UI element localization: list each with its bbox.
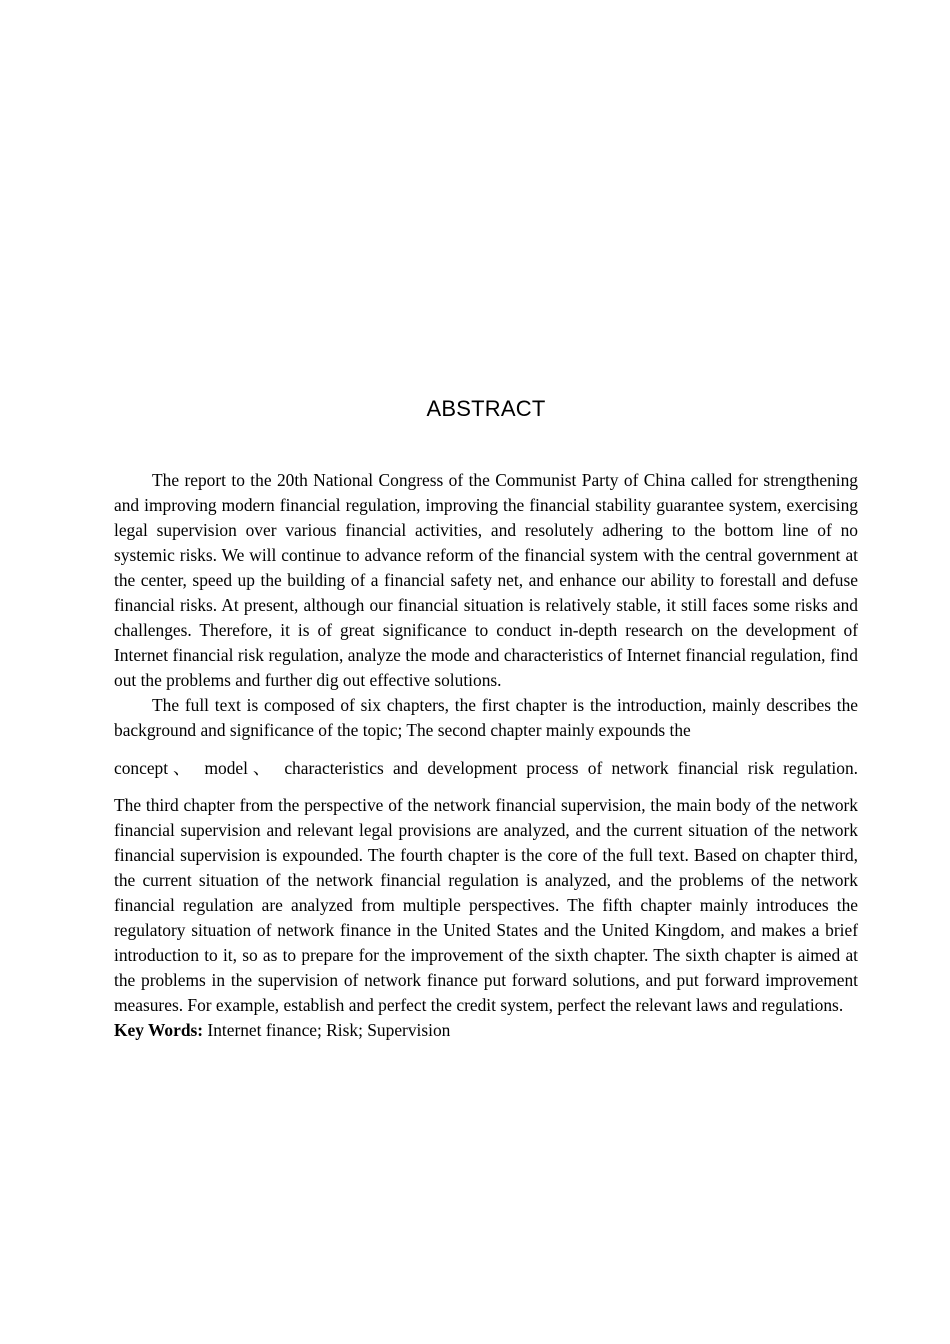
- keywords-line: [114, 1018, 858, 1043]
- abstract-body: [114, 468, 858, 1043]
- abstract-paragraph-2-body: The third chapter from the perspective of the network financial supervision, the main body of the network financial supervision and relevant legal provisions are analyzed, and the current situation of the network financial supervision is expounded. The fourth chapter is the core of the full text. Based on chapter third, the current situation of the network financial regulation is analyzed, and the problems of the network financial regulation are analyzed from multiple perspectives. The fifth chapter mainly introduces the regulatory situation of network finance in the United States and the United Kingdom, and makes a brief introduction to it, so as to prepare for the improvement of the sixth chapter. The sixth chapter is aimed at the problems in the supervision of network finance put forward solutions, and put forward improvement measures. For example, establish and perfect the credit system, perfect the relevant laws and regulations.: [114, 795, 858, 1015]
- keywords-value: Internet finance; Risk; Supervision: [203, 1020, 451, 1040]
- keywords-label: Key Words:: [114, 1020, 204, 1040]
- abstract-paragraph-2-intro: The full text is composed of six chapters, the first chapter is the introduction, mainly describes the background and significance of the topic; The second chapter mainly expounds the: [114, 695, 858, 740]
- abstract-paragraph-1: The report to the 20th National Congress of the Communist Party of China called for strengthening and improving modern financial regulation, improving the financial stability guarantee system, exercising legal supervision over various financial activities, and resolutely adhering to the bottom line of no systemic risks. We will continue to advance reform of the financial system with the central government at the center, speed up the building of a financial safety net, and enhance our ability to forestall and defuse financial risks. At present, although our financial situation is relatively stable, it still faces some risks and challenges. Therefore, it is of great significance to conduct in-depth research on the development of Internet financial risk regulation, analyze the mode and characteristics of Internet financial regulation, find out the problems and further dig out effective solutions.: [114, 470, 858, 690]
- abstract-title: ABSTRACT: [426, 396, 546, 421]
- abstract-paragraph-2-concept-line: concept、 model、 characteristics and development process of network financial risk regulation.: [114, 758, 858, 778]
